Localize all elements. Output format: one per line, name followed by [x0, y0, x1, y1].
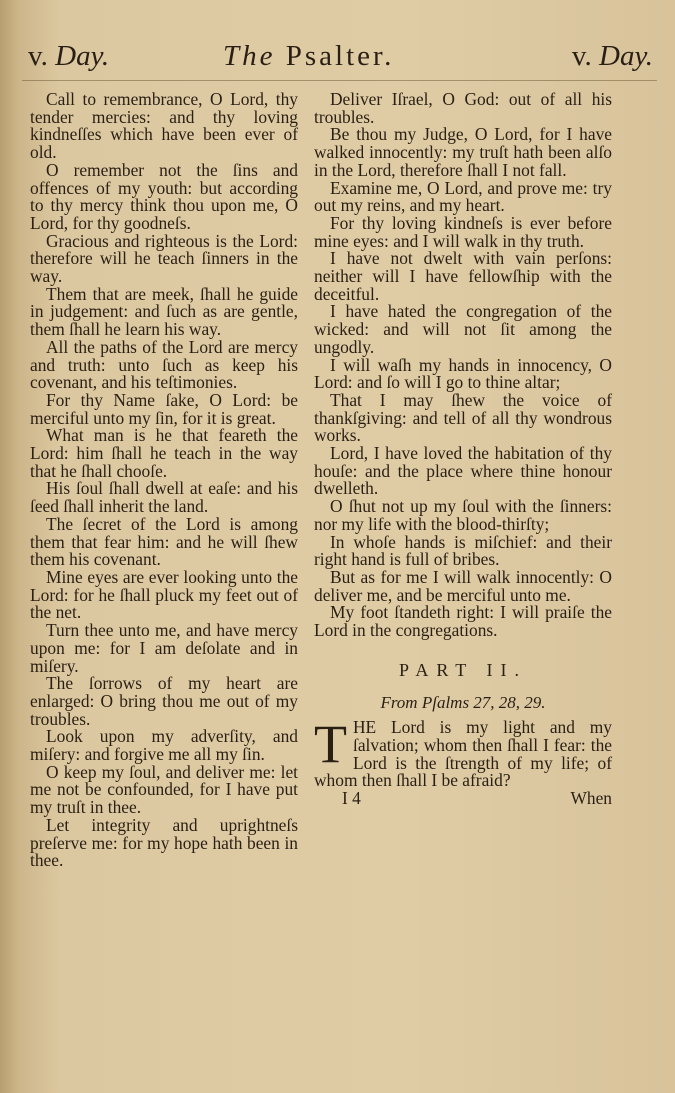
header-left-day: Day.	[55, 40, 110, 72]
verse: Examine me, O Lord, and prove me: try out my reins, and my heart.	[314, 177, 612, 216]
header-right	[572, 40, 653, 73]
verse: My foot ſtandeth right: I will praiſe the Lord in the congregations.	[314, 602, 612, 641]
page-footer	[314, 790, 612, 808]
verse: Look upon my adverſity, and miſery: and forgive me all my ſin.	[30, 726, 298, 765]
verse: Mine eyes are ever looking unto the Lord: for he ſhall pluck my feet out of the net.	[30, 566, 298, 623]
verse: For thy Name ſake, O Lord: be merciful unto my ſin, for it is great.	[30, 389, 298, 428]
right-column	[314, 91, 612, 808]
verse: Call to remembrance, O Lord, thy tender mercies: and thy loving kindneſſes which have been ever of old.	[30, 89, 298, 163]
drop-cap: T	[314, 714, 347, 775]
verse: Deliver Iſrael, O God: out of all his troubles.	[314, 89, 612, 127]
header-left	[28, 40, 109, 73]
verse: I will waſh my hands in innocency, O Lord: and ſo will I go to thine altar;	[314, 354, 612, 393]
verse: For thy loving kindneſs is ever before mine eyes: and I will walk in thy truth.	[314, 212, 612, 251]
verse: The ſecret of the Lord is among them that fear him: and he will ſhew them his covenant.	[30, 513, 298, 570]
header-right-day: Day.	[599, 40, 653, 72]
header-title-psalter: Psalter.	[285, 40, 395, 72]
verse: His ſoul ſhall dwell at eaſe: and his ſeed ſhall inherit the land.	[30, 478, 298, 517]
verse: All the paths of the Lord are mercy and truth: unto ſuch as keep his covenant, and his teſtimonies.	[30, 336, 298, 393]
header-title-the: The	[223, 40, 276, 72]
verse: Turn thee unto me, and have mercy upon me: for I am deſolate and in miſery.	[30, 620, 298, 676]
catchword: When	[570, 788, 612, 809]
verse: I have not dwelt with vain perſons: neither will I have fellowſhip with the deceitful.	[314, 248, 612, 304]
signature-mark: I 4	[342, 788, 361, 809]
verse: Lord, I have loved the habitation of thy houſe: and the place where thine honour dwelleth.	[314, 443, 612, 499]
header-title	[223, 40, 394, 73]
part-opening-verse	[314, 714, 612, 791]
verse: That I may ſhew the voice of thankſgiving: and tell of all thy wondrous works.	[314, 389, 612, 446]
opening-text: HE Lord is my light and my ſalvation; whom then ſhall I fear: the Lord is the ſtrength of my life; of whom then ſhall I be afraid?	[314, 717, 612, 791]
header-left-prefix: v.	[28, 40, 48, 72]
verse: I have hated the congregation of the wicked: and will not ſit among the ungodly.	[314, 301, 612, 357]
running-header	[28, 40, 665, 90]
verse: Let integrity and uprightneſs preſerve me: for my hope hath been in thee.	[30, 814, 298, 871]
verse: Them that are meek, ſhall he guide in judgement: and ſuch as are gentle, them ſhall he learn his way.	[30, 283, 298, 340]
header-rule	[22, 80, 657, 81]
verse: O ſhut not up my ſoul with the ſinners: nor my life with the blood-thirſty;	[314, 496, 612, 534]
header-right-prefix: v.	[571, 40, 592, 72]
verse: In whoſe hands is miſchief: and their right hand is full of bribes.	[314, 531, 612, 570]
verse: But as for me I will walk innocently: O deliver me, and be merciful unto me.	[314, 566, 612, 605]
left-column	[30, 91, 298, 870]
psalm-source: From Pſalms 27, 28, 29.	[380, 692, 546, 712]
verse: The ſorrows of my heart are enlarged: O bring thou me out of my troubles.	[30, 673, 298, 729]
verse: O keep my ſoul, and deliver me: let me not be confounded, for I have put my truſt in thee.	[30, 761, 298, 818]
verse: What man is he that feareth the Lord: him ſhall he teach in the way that he ſhall chooſe.	[30, 425, 298, 481]
verse: Be thou my Judge, O Lord, for I have walked innocently: my truſt hath been alſo in the Lord, therefore ſhall I not fall.	[314, 124, 612, 180]
verse: O remember not the ſins and offences of my youth: but according to thy mercy think thou upon me, O Lord, for thy goodneſs.	[30, 159, 298, 233]
part-heading: PART II.	[399, 659, 527, 680]
verse: Gracious and righteous is the Lord: therefore will he teach ſinners in the way.	[30, 230, 298, 287]
